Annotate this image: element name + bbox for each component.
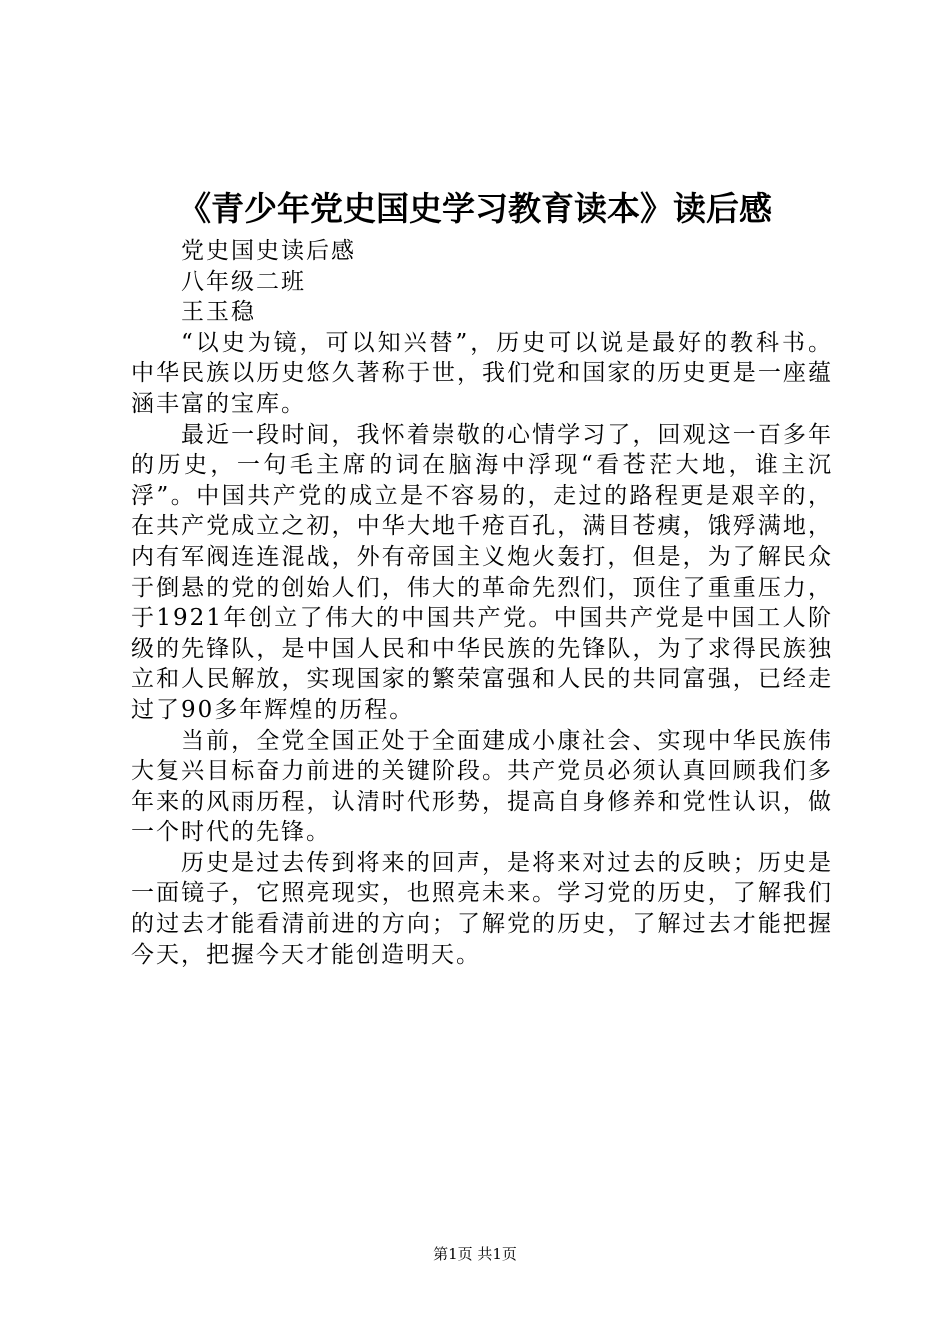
- page-footer: 第1页 共1页: [433, 1245, 517, 1263]
- paragraph: 历史是过去传到将来的回声，是将来对过去的反映；历史是一面镜子，它照亮现实，也照亮未来。学习党的历史，了解我们的过去才能看清前进的方向；了解党的历史，了解过去才能把握今天，把握今天才能创造明天。: [131, 849, 833, 968]
- document-body: [131, 236, 833, 970]
- class-name: 八年级二班: [181, 268, 306, 295]
- paragraph: “以史为镜，可以知兴替”，历史可以说是最好的教科书。中华民族以历史悠久著称于世，我们党和国家的历史更是一座蕴涵丰富的宝库。: [131, 329, 833, 417]
- paragraph: 最近一段时间，我怀着崇敬的心情学习了，回观这一百多年的历史，一句毛主席的词在脑海中浮现“看苍茫大地，谁主沉浮”。中国共产党的成立是不容易的，走过的路程更是艰辛的，在共产党成立之初，中华大地千疮百孔，满目苍痍，饿殍满地，内有军阀连连混战，外有帝国主义炮火轰打，但是，为了解民众于倒悬的党的创始人们，伟大的革命先烈们，顶住了重重压力，于1921年创立了伟大的中国共产党。中国共产党是中国工人阶级的先锋队，是中国人民和中华民族的先锋队，为了求得民族独立和人民解放，实现国家的繁荣富强和人民的共同富强，已经走过了90多年辉煌的历程。: [131, 421, 833, 723]
- paragraph: 当前，全党全国正处于全面建成小康社会、实现中华民族伟大复兴目标奋力前进的关键阶段。共产党员必须认真回顾我们多年来的风雨历程，认清时代形势，提高自身修养和党性认识，做一个时代的先锋。: [131, 727, 833, 846]
- document-subtitle: 党史国史读后感: [181, 238, 356, 264]
- document-title: 《青少年党史国史学习教育读本》读后感: [178, 189, 772, 228]
- author-name: 王玉稳: [181, 299, 256, 326]
